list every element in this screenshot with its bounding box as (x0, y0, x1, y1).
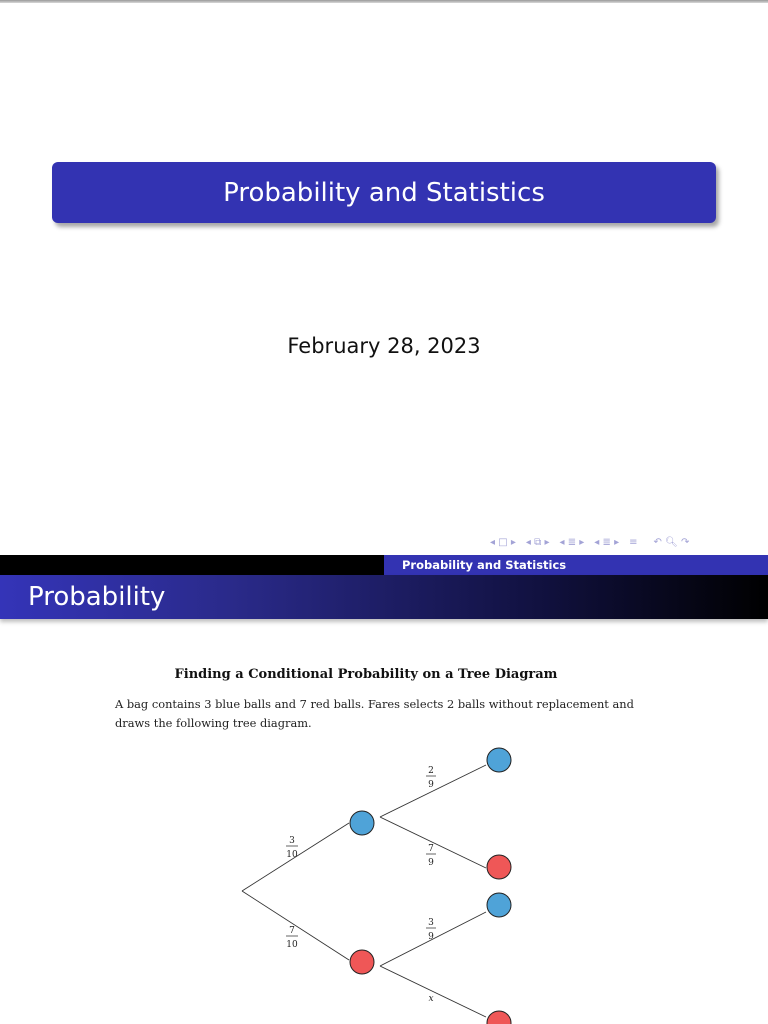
title-box (52, 162, 716, 223)
nav-section-icon[interactable]: ≣ (567, 537, 577, 548)
branch-red-red (380, 966, 486, 1017)
label-red-blue-den: 9 (428, 932, 434, 942)
label-blue-blue-num: 2 (428, 766, 434, 776)
nav-next-arrow-icon[interactable]: ▸ (510, 537, 516, 548)
blue-ball-first (350, 811, 374, 835)
nav-next-arrow-icon[interactable]: ▸ (544, 537, 550, 548)
label-blue-red-num: 7 (428, 844, 434, 854)
nav-prev-arrow-icon[interactable]: ◂ (559, 537, 565, 548)
label-root-red-den: 10 (286, 940, 298, 950)
nav-prev-arrow-icon[interactable]: ◂ (525, 537, 531, 548)
label-root-blue-num: 3 (289, 836, 295, 846)
label-root-blue-den: 10 (286, 850, 298, 860)
label-blue-red-den: 9 (428, 858, 434, 868)
nav-prev-arrow-icon[interactable]: ◂ (490, 537, 496, 548)
nav-subsection-icon[interactable]: ⧉ (534, 537, 542, 548)
nav-frame-icon[interactable]: □ (498, 537, 508, 548)
blue-ball-second (487, 893, 511, 917)
nav-prev-arrow-icon[interactable]: ◂ (594, 537, 600, 548)
document-paragraph: A bag contains 3 blue balls and 7 red balls. Fares selects 2 balls without replacement and draws the following tree diagram. (115, 697, 634, 730)
content-slide (0, 555, 768, 1024)
label-red-red: x (428, 994, 434, 1004)
red-ball-second (487, 855, 511, 879)
tree-diagram (0, 555, 768, 1024)
nav-section-icon[interactable]: ≣ (602, 537, 611, 548)
document-heading: Finding a Conditional Probability on a Tree Diagram (174, 667, 558, 682)
label-blue-blue-den: 9 (428, 780, 434, 790)
search-icon[interactable]: 🔍︎ (665, 537, 678, 548)
nav-next-arrow-icon[interactable]: ▸ (579, 537, 585, 548)
presentation-title: Probability and Statistics (223, 177, 545, 208)
blue-ball-second (487, 748, 511, 772)
frame-title: Probability (28, 582, 166, 612)
red-ball-first (350, 950, 374, 974)
label-root-red-num: 7 (289, 926, 295, 936)
top-rule (0, 0, 768, 3)
label-red-blue-num: 3 (428, 918, 434, 928)
nav-next-arrow-icon[interactable]: ▸ (614, 537, 620, 548)
nav-align-icon[interactable]: ≡ (629, 537, 638, 548)
beamer-navigation (490, 536, 760, 550)
presentation-date: February 28, 2023 (287, 334, 481, 358)
nav-back-icon[interactable]: ↶ (653, 537, 662, 548)
headline-short-title: Probability and Statistics (384, 555, 768, 575)
red-ball-second (487, 1011, 511, 1024)
nav-forward-icon[interactable]: ↷ (680, 537, 690, 548)
